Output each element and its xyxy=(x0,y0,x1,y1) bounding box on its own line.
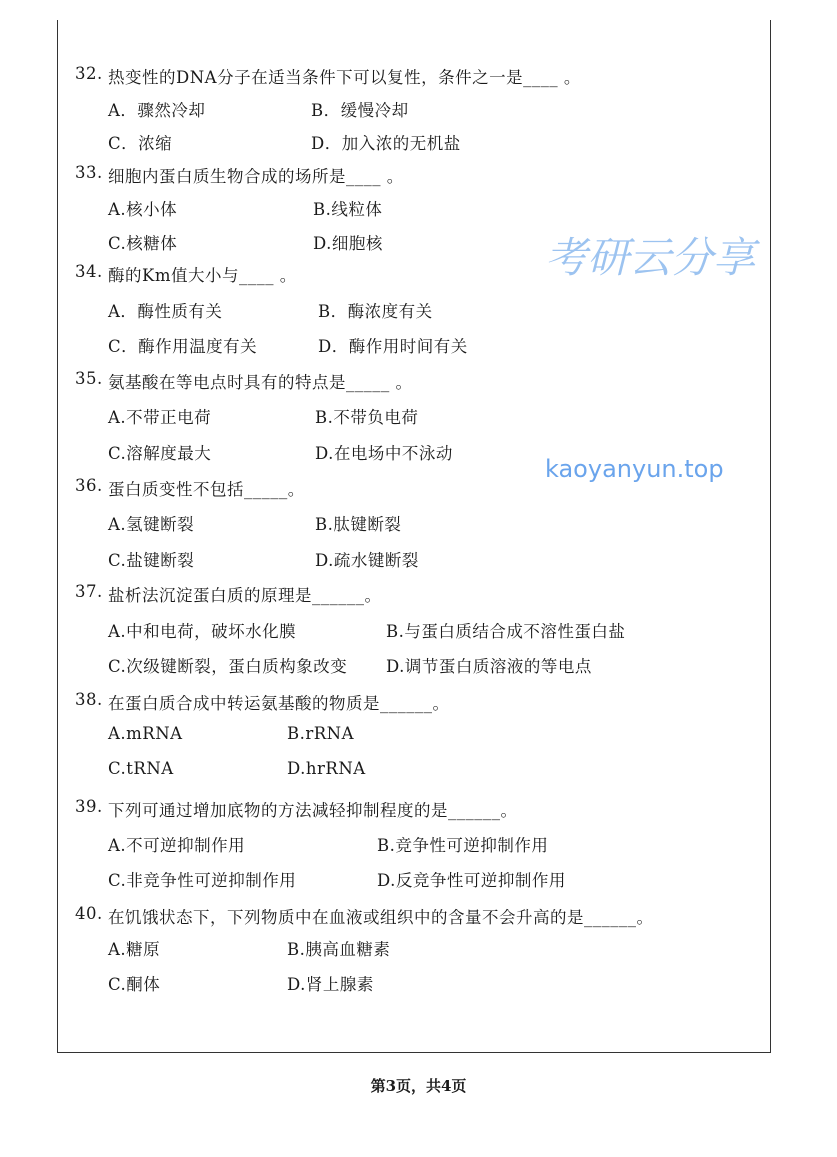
option-b: B．缓慢冷却 xyxy=(311,101,409,120)
question-text: 在蛋白质合成中转运氨基酸的物质是______。 xyxy=(108,694,450,713)
option-c: C．浓缩 xyxy=(108,134,173,153)
option-b: B.胰高血糖素 xyxy=(287,940,391,959)
page-number-footer: 第3页，共4页 xyxy=(370,1077,467,1095)
question-number: 34. xyxy=(75,262,103,281)
option-d: D.反竞争性可逆抑制作用 xyxy=(377,871,566,890)
question-text: 热变性的DNA分子在适当条件下可以复性，条件之一是____ 。 xyxy=(108,68,581,87)
option-a: A.不可逆抑制作用 xyxy=(108,836,246,855)
option-a: A.中和电荷，破坏水化膜 xyxy=(108,622,297,641)
option-d: D.调节蛋白质溶液的等电点 xyxy=(386,657,592,676)
option-b: B.rRNA xyxy=(287,724,355,743)
option-a: A.糖原 xyxy=(108,940,161,959)
watermark-en: kaoyanyun.top xyxy=(545,455,724,483)
option-c: C.盐键断裂 xyxy=(108,551,195,570)
question-text: 酶的Km值大小与____ 。 xyxy=(108,266,297,285)
option-b: B.线粒体 xyxy=(313,200,383,219)
option-a: A.不带正电荷 xyxy=(108,408,212,427)
question-number: 37. xyxy=(75,582,103,601)
option-c: C.核糖体 xyxy=(108,234,178,253)
option-b: B.肽键断裂 xyxy=(315,515,402,534)
question-text: 下列可通过增加底物的方法减轻抑制程度的是______。 xyxy=(108,801,518,820)
option-b: B．酶浓度有关 xyxy=(318,302,433,321)
question-number: 39. xyxy=(75,797,103,816)
option-d: D.hrRNA xyxy=(287,759,366,778)
option-c: C.次级键断裂，蛋白质构象改变 xyxy=(108,657,348,676)
option-c: C.tRNA xyxy=(108,759,174,778)
option-d: D.细胞核 xyxy=(313,234,383,253)
question-text: 在饥饿状态下，下列物质中在血液或组织中的含量不会升高的是______。 xyxy=(108,908,654,927)
watermark-cn: 考研云分享 xyxy=(545,233,756,282)
option-c: C.非竞争性可逆抑制作用 xyxy=(108,871,297,890)
option-a: A．骤然冷却 xyxy=(108,101,206,120)
option-d: D.在电场中不泳动 xyxy=(315,444,453,463)
option-a: A．酶性质有关 xyxy=(108,302,223,321)
option-a: A.核小体 xyxy=(108,200,178,219)
question-text: 氨基酸在等电点时具有的特点是_____ 。 xyxy=(108,373,413,392)
option-d: D．酶作用时间有关 xyxy=(318,337,468,356)
question-number: 40. xyxy=(75,904,103,923)
option-d: D．加入浓的无机盐 xyxy=(311,134,461,153)
question-text: 盐析法沉淀蛋白质的原理是______。 xyxy=(108,586,382,605)
question-number: 36. xyxy=(75,476,103,495)
option-b: B.与蛋白质结合成不溶性蛋白盐 xyxy=(386,622,626,641)
option-d: D.疏水键断裂 xyxy=(315,551,419,570)
question-number: 32. xyxy=(75,64,103,83)
option-c: C．酶作用温度有关 xyxy=(108,337,258,356)
option-c: C.酮体 xyxy=(108,975,161,994)
question-number: 33. xyxy=(75,163,103,182)
option-b: B.竞争性可逆抑制作用 xyxy=(377,836,549,855)
option-a: A.氢键断裂 xyxy=(108,515,195,534)
question-number: 38. xyxy=(75,690,103,709)
question-text: 细胞内蛋白质生物合成的场所是____ 。 xyxy=(108,167,404,186)
question-text: 蛋白质变性不包括_____。 xyxy=(108,480,305,499)
question-number: 35. xyxy=(75,369,103,388)
option-a: A.mRNA xyxy=(108,724,183,743)
option-b: B.不带负电荷 xyxy=(315,408,419,427)
option-c: C.溶解度最大 xyxy=(108,444,212,463)
option-d: D.肾上腺素 xyxy=(287,975,374,994)
